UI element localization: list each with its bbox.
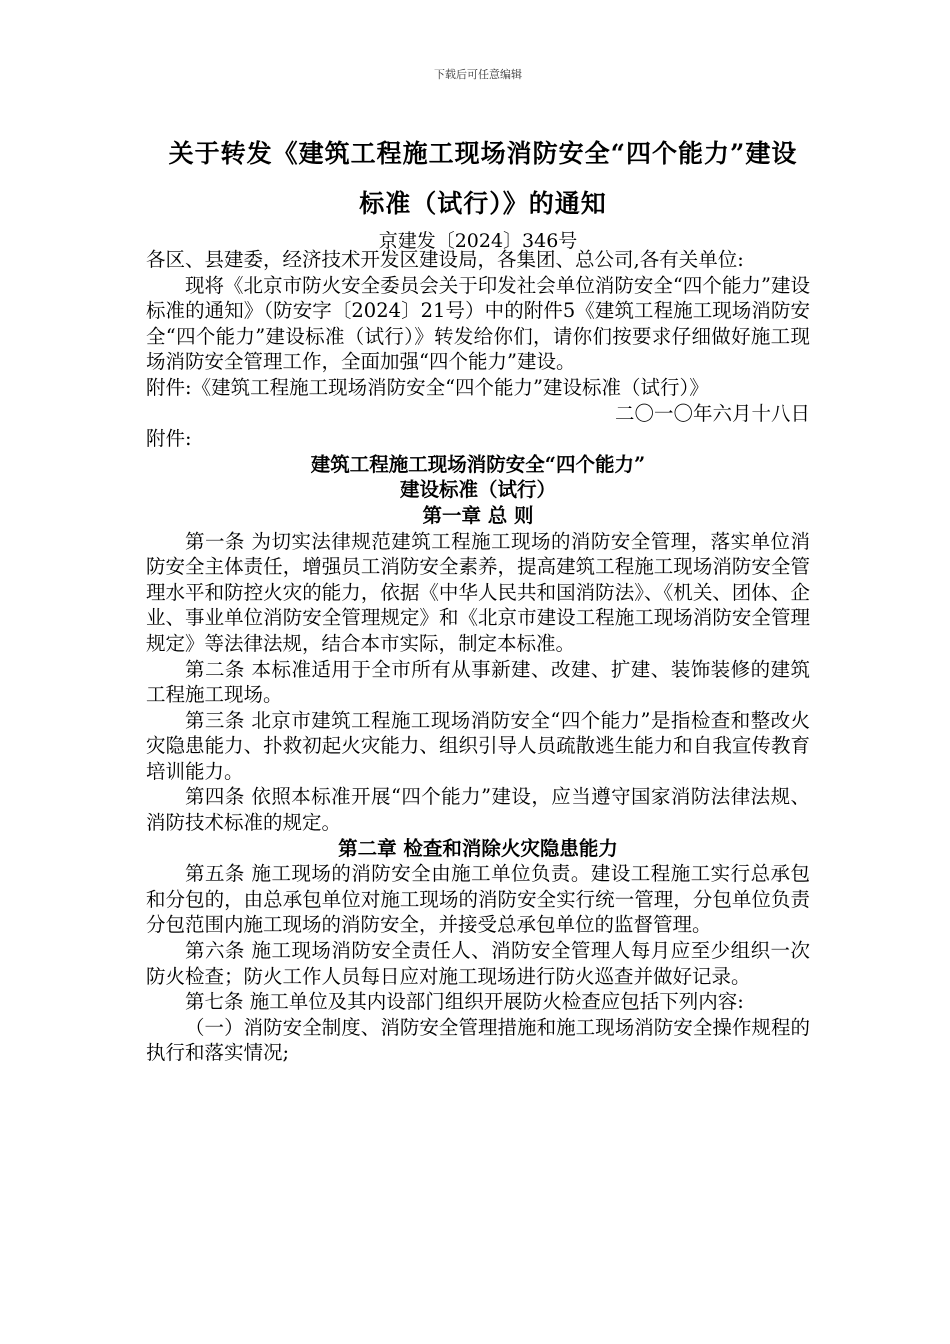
- intro-paragraph: 现将《北京市防火安全委员会关于印发社会单位消防安全“四个能力”建设标准的通知》（防安字〔2024〕21号）中的附件5《建筑工程施工现场消防安全“四个能力”建设标准（试行）》转发给你们，请你们按要求仔细做好施工现场消防安全管理工作，全面加强“四个能力”建设。: [146, 273, 810, 374]
- article-7-item-1: （一）消防安全制度、消防安全管理措施和施工现场消防安全操作规程的执行和落实情况;: [146, 1015, 810, 1065]
- document-page: [146, 0, 810, 1344]
- article-6: 第六条 施工现场消防安全责任人、消防安全管理人每月应至少组织一次防火检查；防火工作人员每日应对施工现场进行防火巡查并做好记录。: [146, 939, 810, 988]
- article-1: 第一条 为切实法律规范建筑工程施工现场的消防安全管理，落实单位消防安全主体责任，增强员工消防安全素养，提高建筑工程施工现场消防安全管理水平和防控火灾的能力，依据《中华人民共和国消防法》、《机关、团体、企业、事业单位消防安全管理规定》和《北京市建设工程施工现场消防安全管理规定》等法律法规，结合本市实际，制定本标准。: [146, 529, 810, 655]
- article-7: 第七条 施工单位及其内设部门组织开展防火检查应包括下列内容:: [185, 990, 744, 1014]
- addressee: 各区、县建委，经济技术开发区建设局，各集团、总公司,各有关单位:: [146, 248, 744, 271]
- issue-date: 二〇一〇年六月十八日: [614, 401, 810, 425]
- standard-title-line-2: 建设标准（试行）: [399, 478, 556, 502]
- chapter-2-heading: 第二章 检查和消除火灾隐患能力: [338, 836, 618, 860]
- header-note: 下载后可任意编辑: [434, 68, 522, 81]
- notice-title-line-1: 关于转发《建筑工程施工现场消防安全“四个能力”建设: [168, 139, 798, 168]
- article-5: 第五条 施工现场的消防安全由施工单位负责。建设工程施工实行总承包和分包的，由总承包单位对施工现场的消防安全实行统一管理，分包单位负责分包范围内施工现场的消防安全，并接受总承包单位的监督管理。: [146, 862, 810, 937]
- document-body: [146, 247, 810, 1066]
- attachment-line: 附件:《建筑工程施工现场消防安全“四个能力”建设标准（试行）》: [146, 375, 709, 399]
- article-3: 第三条 北京市建筑工程施工现场消防安全“四个能力”是指检查和整改火灾隐患能力、扑救初起火灾能力、组织引导人员疏散逃生能力和自我宣传教育培训能力。: [146, 708, 810, 783]
- article-4: 第四条 依照本标准开展“四个能力”建设，应当遵守国家消防法律法规、消防技术标准的规定。: [146, 785, 810, 835]
- article-2: 第二条 本标准适用于全市所有从事新建、改建、扩建、装饰装修的建筑工程施工现场。: [146, 657, 810, 707]
- chapter-1-heading: 第一章 总 则: [422, 503, 534, 527]
- attachment-label: 附件:: [146, 427, 192, 451]
- notice-title-line-2: 标准（试行）》的通知: [359, 189, 607, 218]
- standard-title-line-1: 建筑工程施工现场消防安全“四个能力”: [310, 452, 646, 476]
- document-number: 京建发〔2024〕346号: [378, 230, 578, 252]
